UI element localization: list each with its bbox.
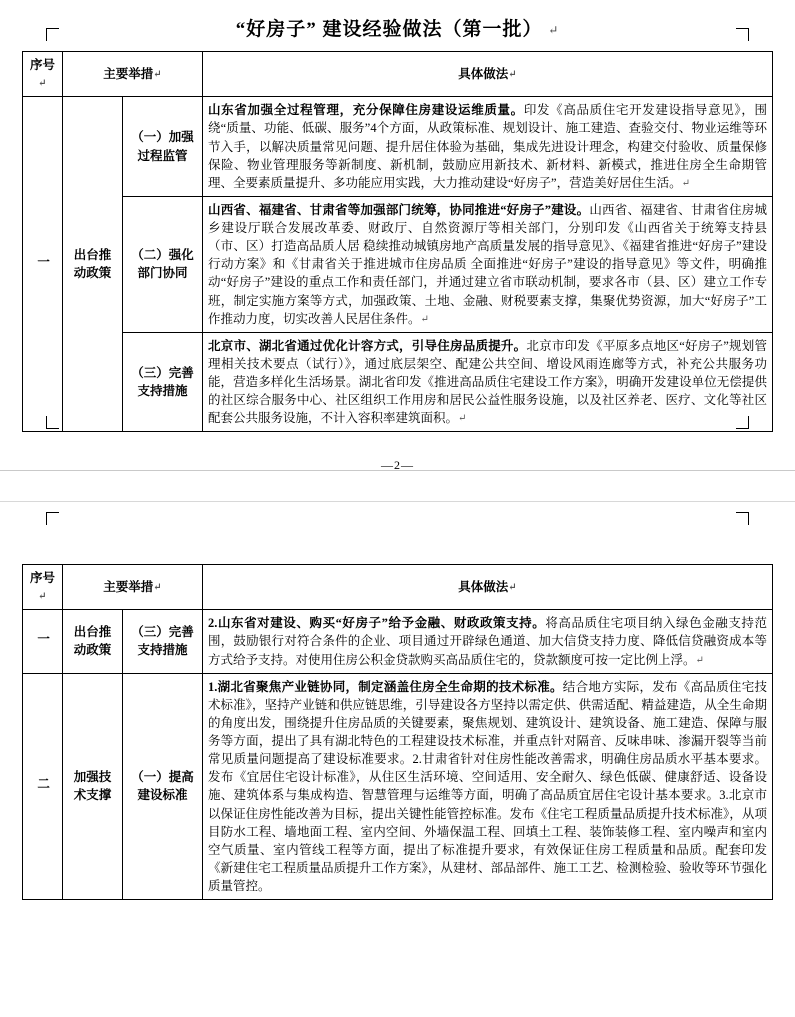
header-detail-label: 具体做法 xyxy=(458,67,509,82)
crop-mark-bottom-left xyxy=(46,416,59,429)
paragraph-mark-icon: ↵ xyxy=(508,581,517,593)
document-page-2 xyxy=(0,502,795,1002)
header-measure-label: 主要举措 xyxy=(103,580,154,595)
row-submeasure-text: （一）提高建设标准 xyxy=(131,770,194,803)
header-number-label: 序号 xyxy=(29,58,55,72)
detail-lead-text: 北京市、湖北省通过优化计容方式，引导住房品质提升。 xyxy=(208,338,527,353)
document-page-1 xyxy=(0,0,795,473)
row-number-cell xyxy=(23,673,63,900)
header-detail-label: 具体做法 xyxy=(458,580,509,595)
crop-mark-bottom-right xyxy=(736,416,749,429)
header-cell-detail xyxy=(203,565,773,610)
paragraph-mark-icon: ↵ xyxy=(548,23,560,38)
row-detail-cell xyxy=(203,97,773,197)
page-separator xyxy=(0,470,795,502)
paragraph-mark-icon: ↵ xyxy=(420,313,429,325)
detail-body-text: 将高品质住宅项目纳入绿色金融支持范围，鼓励银行对符合条件的企业、项目通过开辟绿色通道、加大信贷支持力度、降低信贷融资成本等方式给予支持。对使用住房公积金贷款购买高品质住宅的，贷款额度可按一定比例上浮。 xyxy=(208,616,767,667)
row-number-text: 二 xyxy=(35,776,50,792)
detail-lead-text: 1.湖北省聚焦产业链协同，制定涵盖住房全生命期的技术标准。 xyxy=(208,679,563,694)
header-cell-measure xyxy=(63,565,203,610)
row-detail-cell xyxy=(203,332,773,432)
header-cell-detail xyxy=(203,52,773,97)
row-measure-text: 出台推动政策 xyxy=(73,625,112,658)
row-measure-cell xyxy=(63,97,123,432)
row-submeasure-cell xyxy=(123,196,203,332)
detail-body-text: 印发《高品质住宅开发建设指导意见》，围绕“质量、功能、低碳、服务”4个方面，从政策标准、规划设计、施工建造、查验交付、物业运维等环节入手，以解决质量常见问题、提升居住体验为基础，集成先进设计理念，构建交付验收、质量保修保险、物业管理服务等新制度、新机制，鼓励应用新技术、新材料、新模式，推进住房全生命期管理、全要素质量提升、多功能应用实践，大力推动建设“好房子”，营造美好居住生活。 xyxy=(208,103,767,190)
table-row xyxy=(23,610,773,673)
header-number-label: 序号 xyxy=(29,571,55,585)
paragraph-mark-icon: ↵ xyxy=(38,591,47,602)
row-submeasure-text: （二）强化部门协同 xyxy=(131,248,194,281)
experience-table-page-2 xyxy=(22,564,773,900)
row-number-text: 一 xyxy=(35,631,50,647)
detail-body-text: 山西省、福建省、甘肃省住房城乡建设厅联合发展改革委、财政厅、自然资源厅等相关部门，分别印发《山西省关于统筹支持县（市、区）打造高品质人居 稳续推动城镇房地产高质量发展的指导意见》、《福建省推进“好房子”建设行动方案》和《甘肃省关于推进城市住房品质 全面推进“好房子”建设的指导意见》等文件，明确推动“好房子”建设的重点工作和责任部门，并通过建立省市联动机制，要求各市（县、区）建立工作专班，制定实施方案等方式，加强政策、土地、金融、财税要素支撑，集聚优势资源，加大“好房子”工作推动力度，切实改善人民居住条件。 xyxy=(208,202,767,326)
row-detail-cell xyxy=(203,196,773,332)
crop-mark-top-left xyxy=(46,512,59,525)
header-cell-number xyxy=(23,52,63,97)
table-row xyxy=(23,673,773,900)
paragraph-mark-icon: ↵ xyxy=(695,654,704,666)
table-header-row xyxy=(23,52,773,97)
table-row xyxy=(23,97,773,197)
row-submeasure-text: （三）完善支持措施 xyxy=(131,625,194,658)
detail-lead-text: 山西省、福建省、甘肃省等加强部门统筹，协同推进“好房子”建设。 xyxy=(208,202,590,217)
crop-mark-top-right xyxy=(736,512,749,525)
row-submeasure-text: （一）加强过程监管 xyxy=(131,130,194,163)
page-number: —2— xyxy=(381,458,414,473)
row-measure-text: 出台推动政策 xyxy=(73,248,112,281)
table-row xyxy=(23,332,773,432)
row-detail-cell xyxy=(203,610,773,673)
crop-mark-top-left xyxy=(46,28,59,41)
row-submeasure-cell xyxy=(123,97,203,197)
paragraph-mark-icon: ↵ xyxy=(681,177,690,189)
detail-body-text: 北京市印发《平原多点地区“好房子”规划管理相关技术要点（试行）》，通过底层架空、配建公共空间、增设风雨连廊等方式，补充公共服务功能，营造多样化生活场景。湖北省印发《推进高品质住宅建设工作方案》，明确开发建设单位无偿提供的社区综合服务中心、社区组织工作用房和居民公益性服务设施，以及社区养老、医疗、文化等社区配套公共服务设施，不计入容积率建筑面积。 xyxy=(208,338,767,426)
header-cell-measure xyxy=(63,52,203,97)
row-measure-cell xyxy=(63,673,123,900)
paragraph-mark-icon: ↵ xyxy=(153,68,162,80)
row-measure-text: 加强技术支撑 xyxy=(73,770,112,803)
detail-body-text: 结合地方实际，发布《高品质住宅技术标准》，坚持产业链和供应链思维，引导建设各方坚持以需定供、供需适配、精益建造，从全生命期的角度出发，围绕提升住房品质的关键要素，聚焦规划、建筑设计、建筑设备、施工建造、保障与服务等方面，提出了具有湖北特色的工程建设技术标准，并重点针对隔音、反味串味、渗漏开裂等当前常见质量问题提高了建设标准要求。2.甘肃省针对住房性能改善需求，明确住房品质水平基本要求。发布《宜居住宅设计标准》，从住区生活环境、空间适用、安全耐久、绿色低碳、健康舒适、设备设施、建筑体系与集成构造、智慧管理与运维等方面，明确了高品质宜居住宅设计基本要求。3.北京市以保证住房性能改善为目标，提出关键性能管控标准。发布《住宅工程质量品质提升技术标准》，从项目防水工程、墙地面工程、室内空间、外墙保温工程、回填土工程、装饰装修工程、室内噪声和室内空气质量、室内管线工程等方面，提出了标准提升要求，有效保证住房工程质量和品质。配套印发《新建住宅工程质量品质提升工作方案》，从建材、部品部件、施工工艺、检测检验、验收等环节强化质量管控。 xyxy=(208,679,767,893)
row-submeasure-cell xyxy=(123,673,203,900)
experience-table-page-1 xyxy=(22,51,773,432)
row-number-text: 一 xyxy=(35,254,50,269)
paragraph-mark-icon: ↵ xyxy=(508,68,517,80)
paragraph-mark-icon: ↵ xyxy=(38,78,47,89)
table-row xyxy=(23,196,773,332)
row-submeasure-cell xyxy=(123,332,203,432)
detail-lead-text: 2.山东省对建设、购买“好房子”给予金融、财政政策支持。 xyxy=(208,616,546,631)
row-measure-cell xyxy=(63,610,123,673)
row-detail-cell xyxy=(203,673,773,900)
header-cell-number xyxy=(23,565,63,610)
row-number-cell xyxy=(23,97,63,432)
page-title-text: “好房子” 建设经验做法（第一批） xyxy=(235,19,543,40)
table-header-row xyxy=(23,565,773,610)
page-title xyxy=(22,14,773,41)
row-number-cell xyxy=(23,610,63,673)
header-measure-label: 主要举措 xyxy=(103,67,154,82)
row-submeasure-text: （三）完善支持措施 xyxy=(131,365,194,399)
crop-mark-top-right xyxy=(736,28,749,41)
paragraph-mark-icon: ↵ xyxy=(153,581,162,593)
detail-lead-text: 山东省加强全过程管理，充分保障住房建设运维质量。 xyxy=(208,103,524,118)
paragraph-mark-icon: ↵ xyxy=(458,413,467,425)
row-submeasure-cell xyxy=(123,610,203,673)
